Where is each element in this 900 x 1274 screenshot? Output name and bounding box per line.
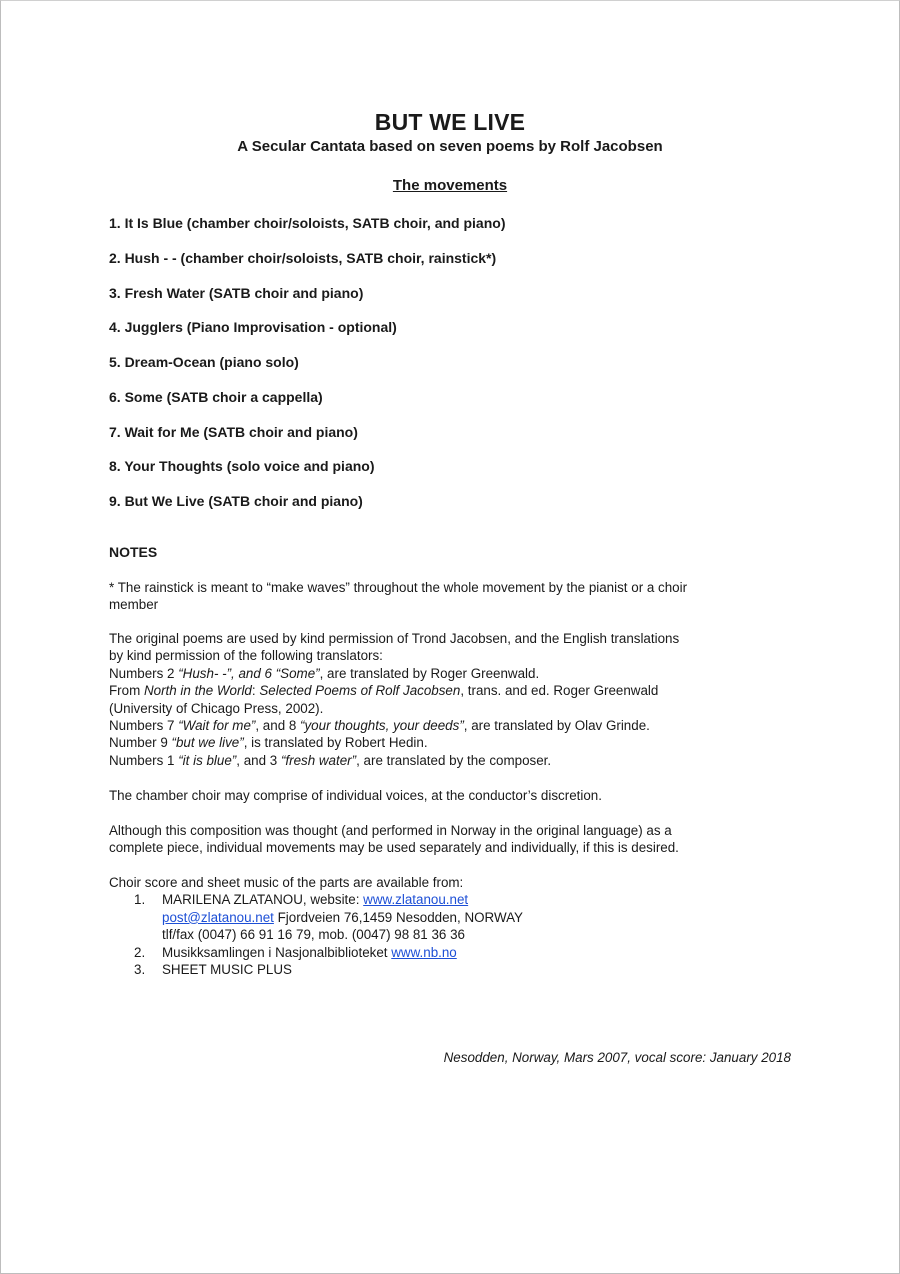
- source-line: [162, 909, 779, 926]
- text-run: , is translated by Robert Hedin.: [243, 735, 428, 751]
- translator-line-7-8: [109, 717, 779, 734]
- movements-heading: [1, 177, 899, 194]
- text-run: , are translated by the composer.: [356, 752, 552, 768]
- date-signature: Nesodden, Norway, Mars 2007, vocal score: January 2018: [443, 1050, 791, 1065]
- permissions-line: by kind permission of the following translators:: [109, 648, 383, 664]
- movements-heading-text: The movements: [392, 177, 508, 194]
- translator-line-2-6: [109, 665, 779, 682]
- source-address: Fjordveien 76,1459 Nesodden, NORWAY: [273, 909, 523, 925]
- movement-item: 3. Fresh Water (SATB choir and piano): [109, 284, 364, 301]
- poem-title: “Wait for me”: [178, 718, 256, 734]
- source-item: [109, 961, 779, 978]
- text-run: , and 3: [236, 752, 281, 768]
- availability-note: [109, 874, 779, 978]
- text-run: Numbers 7: [109, 718, 179, 734]
- source-number: 1.: [134, 892, 146, 908]
- poem-title: “your thoughts, your deeds”: [300, 718, 464, 734]
- text-run: :: [251, 683, 260, 699]
- text-run: Numbers 1: [109, 752, 179, 768]
- text-run: , trans. and ed. Roger Greenwald: [460, 683, 659, 699]
- performance-line: Although this composition was thought (and performed in Norway in the original language) as a: [109, 823, 672, 838]
- translator-line-1-3: [109, 752, 779, 769]
- website-link[interactable]: www.zlatanou.net: [363, 892, 469, 908]
- text-run: , are translated by Olav Grinde.: [463, 718, 650, 734]
- chamber-choir-note: [109, 787, 779, 804]
- text-run: From: [109, 683, 144, 699]
- translator-line-9: [109, 734, 779, 751]
- poem-title: “Hush- -”, and 6 “Some”: [178, 665, 320, 681]
- poem-title: “fresh water”: [280, 752, 357, 768]
- page-title: BUT WE LIVE: [374, 109, 526, 135]
- nb-website-link[interactable]: www.nb.no: [391, 944, 457, 960]
- rainstick-note-line: * The rainstick is meant to “make waves” throughout the whole movement by the pianist or a choir: [109, 580, 688, 595]
- source-number: 3.: [134, 962, 146, 978]
- performance-line: complete piece, individual movements may be used separately and individually, if this is desired.: [109, 840, 679, 856]
- permissions-line: The original poems are used by kind permission of Trond Jacobsen, and the English translations: [109, 631, 680, 646]
- text-run: , and 8: [255, 718, 301, 734]
- book-citation-line: (University of Chicago Press, 2002).: [109, 700, 324, 716]
- performance-note: [109, 822, 779, 857]
- movement-item: 5. Dream-Ocean (piano solo): [109, 354, 299, 370]
- poem-title: “it is blue”: [178, 752, 237, 768]
- source-number: 2.: [134, 944, 146, 960]
- text-run: Numbers 2: [109, 665, 179, 681]
- source-line: [162, 944, 779, 961]
- movement-item: 1. It Is Blue (chamber choir/soloists, SATB choir, and piano): [109, 215, 506, 231]
- source-line: [162, 891, 779, 908]
- movement-item: 6. Some (SATB choir a cappella): [109, 388, 323, 405]
- availability-line: Choir score and sheet music of the parts are available from:: [109, 875, 464, 890]
- source-item: [109, 944, 779, 961]
- text-run: , are translated by Roger Greenwald.: [319, 665, 540, 681]
- movement-item: 2. Hush - - (chamber choir/soloists, SATB choir, rainstick*): [109, 249, 497, 266]
- source-item: [109, 891, 779, 943]
- source-name: SHEET MUSIC PLUS: [162, 962, 292, 978]
- source-name: MARILENA ZLATANOU, website:: [162, 892, 364, 908]
- book-citation-line: [109, 682, 779, 699]
- movement-item: 8. Your Thoughts (solo voice and piano): [109, 458, 375, 475]
- permissions-note: [109, 630, 779, 769]
- chamber-choir-line: The chamber choir may comprise of individual voices, at the conductor’s discretion.: [109, 788, 602, 803]
- movement-item: 4. Jugglers (Piano Improvisation - optional): [109, 319, 397, 336]
- page-subtitle: A Secular Cantata based on seven poems by Rolf Jacobsen: [237, 138, 663, 155]
- book-title: North in the World: [143, 683, 252, 699]
- source-name: Musikksamlingen i Nasjonalbiblioteket: [162, 944, 392, 960]
- text-run: Number 9: [109, 735, 172, 751]
- rainstick-note: [109, 579, 779, 614]
- notes-heading: NOTES: [109, 544, 158, 560]
- sources-list: [109, 891, 779, 978]
- source-phone: tlf/fax (0047) 66 91 16 79, mob. (0047) 98 81 36 36: [162, 927, 465, 943]
- movements-list: [109, 214, 505, 527]
- book-title: Selected Poems of Rolf Jacobsen: [259, 683, 461, 699]
- rainstick-note-line: member: [109, 597, 159, 613]
- email-link[interactable]: post@zlatanou.net: [162, 909, 274, 925]
- movement-item: 9. But We Live (SATB choir and piano): [109, 493, 363, 509]
- movement-item: 7. Wait for Me (SATB choir and piano): [109, 423, 358, 440]
- poem-title: “but we live”: [171, 735, 244, 751]
